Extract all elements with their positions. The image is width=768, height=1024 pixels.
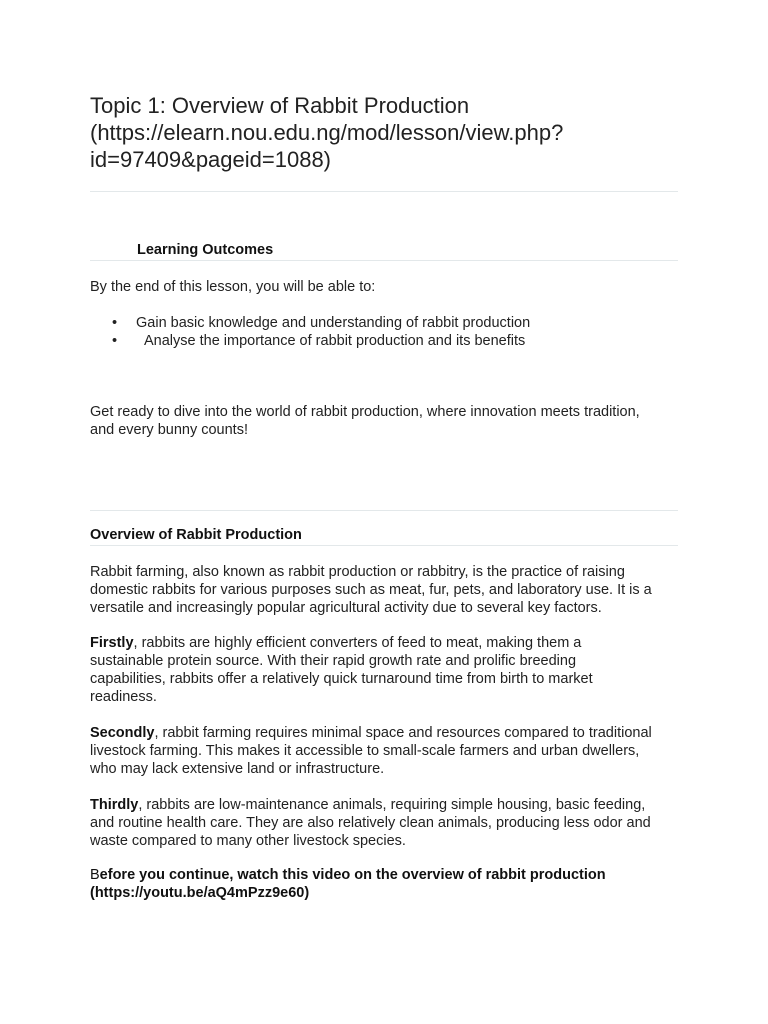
text-line: Get ready to dive into the world of rabbit production, where innovation meets tradition,	[90, 404, 640, 420]
divider	[90, 191, 678, 192]
text-line	[90, 724, 678, 742]
learning-outcomes-heading: Learning Outcomes	[137, 242, 274, 258]
video-link[interactable]: (https://youtu.be/aQ4mPzz9e60)	[90, 885, 310, 901]
title-line: (https://elearn.nou.edu.ng/mod/lesson/view.php?	[90, 120, 564, 145]
page-title[interactable]	[90, 92, 678, 173]
overview-heading: Overview of Rabbit Production	[90, 527, 302, 543]
overview-intro-paragraph	[90, 563, 678, 617]
text-line: readiness.	[90, 689, 157, 705]
firstly-lead: Firstly	[90, 635, 134, 651]
text-line	[90, 866, 606, 884]
title-line: id=97409&pageid=1088)	[90, 147, 332, 172]
list-item	[90, 314, 678, 332]
outcomes-intro: By the end of this lesson, you will be able to:	[90, 279, 376, 295]
outcomes-list	[90, 314, 678, 350]
text-line: waste compared to many other livestock species.	[90, 833, 406, 849]
firstly-paragraph	[90, 634, 678, 706]
thirdly-lead: Thirdly	[90, 797, 139, 813]
video-lead: B	[90, 867, 100, 883]
outcome-text: Analyse the importance of rabbit production and its benefits	[144, 333, 526, 349]
text-line: domestic rabbits for various purposes such as meat, fur, pets, and laboratory use. It is a	[90, 582, 652, 598]
text-fragment: , rabbits are low-maintenance animals, requiring simple housing, basic feeding,	[138, 797, 646, 813]
bullet-icon: •	[112, 333, 118, 349]
thirdly-paragraph	[90, 796, 678, 850]
text-line: livestock farming. This makes it accessible to small-scale farmers and urban dwellers,	[90, 743, 640, 759]
title-line: Topic 1: Overview of Rabbit Production	[90, 93, 470, 118]
list-item	[90, 332, 678, 350]
text-line: sustainable protein source. With their rapid growth rate and prolific breeding	[90, 653, 577, 669]
bullet-icon: •	[112, 315, 118, 331]
text-line: and routine health care. They are also relatively clean animals, producing less odor and	[90, 815, 651, 831]
text-line: Rabbit farming, also known as rabbit production or rabbitry, is the practice of raising	[90, 564, 625, 580]
text-line: and every bunny counts!	[90, 422, 248, 438]
text-fragment: , rabbits are highly efficient converters of feed to meat, making them a	[133, 635, 582, 651]
secondly-paragraph	[90, 724, 678, 778]
video-link-paragraph[interactable]	[90, 866, 606, 902]
teaser-paragraph	[90, 403, 678, 439]
divider	[90, 510, 678, 511]
outcome-text: Gain basic knowledge and understanding of rabbit production	[136, 315, 531, 331]
text-fragment: , rabbit farming requires minimal space and resources compared to traditional	[154, 725, 652, 741]
divider	[90, 260, 678, 261]
divider	[90, 545, 678, 546]
text-line: capabilities, rabbits offer a relatively quick turnaround time from birth to market	[90, 671, 593, 687]
text-line	[90, 634, 678, 652]
text-fragment: efore you continue, watch this video on the overview of rabbit production	[99, 867, 606, 883]
text-line	[90, 796, 678, 814]
text-line: versatile and increasingly popular agricultural activity due to several key factors.	[90, 600, 602, 616]
secondly-lead: Secondly	[90, 725, 155, 741]
text-line: who may lack extensive land or infrastructure.	[90, 761, 385, 777]
